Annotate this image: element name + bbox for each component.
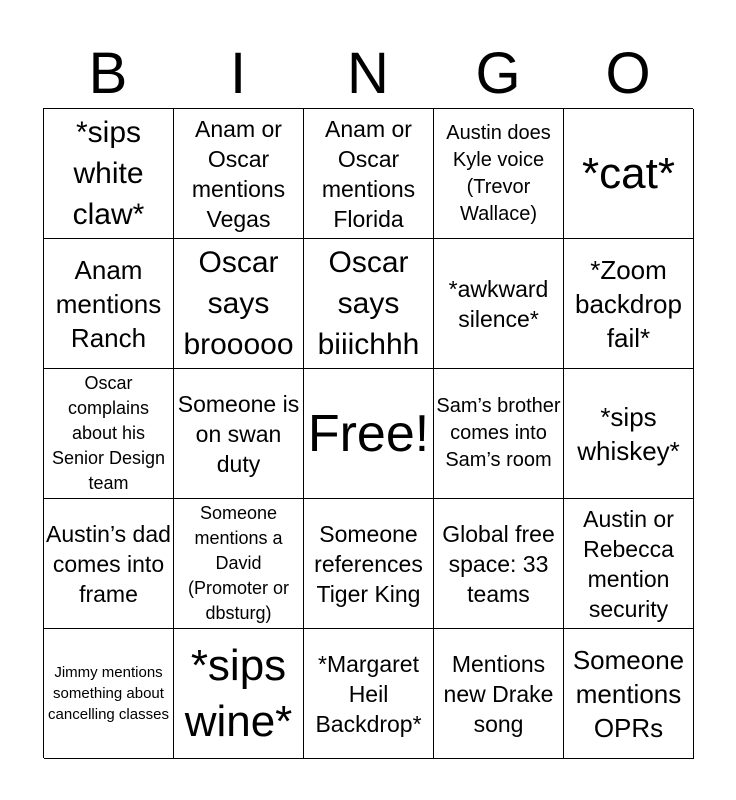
bingo-cell[interactable] — [434, 499, 564, 629]
cell-text: Mentions new Drake song — [443, 650, 554, 737]
header-letter-b: B — [88, 41, 128, 106]
cell-text: *awkward silence* — [448, 275, 549, 332]
bingo-cell[interactable] — [174, 369, 304, 499]
cell-text: *Zoom backdrop fail* — [575, 254, 682, 353]
bingo-cell[interactable] — [44, 369, 174, 499]
bingo-cell[interactable] — [44, 629, 174, 759]
cell-text: Anam or Oscar mentions Vegas — [191, 115, 286, 232]
header-letter-o: O — [605, 41, 651, 106]
cell-text: *sips whiskey* — [577, 401, 680, 466]
header-letter-g: G — [475, 41, 521, 106]
cell-text: Austin does Kyle voice (Trevor Wallace) — [446, 121, 551, 225]
bingo-cell[interactable] — [434, 239, 564, 369]
free-space-cell[interactable] — [304, 369, 434, 499]
bingo-cell[interactable] — [434, 109, 564, 239]
bingo-cell[interactable] — [304, 629, 434, 759]
header-letter-i: I — [229, 41, 247, 106]
cell-text: Global free space: 33 teams — [442, 520, 555, 607]
bingo-cell[interactable] — [44, 109, 174, 239]
bingo-cell[interactable] — [44, 499, 174, 629]
cell-text: Someone mentions a David (Promoter or dbsturg) — [187, 503, 290, 623]
bingo-grid — [43, 108, 693, 758]
cell-text: Anam or Oscar mentions Florida — [321, 115, 416, 232]
bingo-header — [43, 40, 693, 108]
cell-text: Austin or Rebecca mention security — [583, 505, 674, 622]
bingo-cell[interactable] — [304, 109, 434, 239]
bingo-cell[interactable] — [434, 369, 564, 499]
cell-text: *sips wine* — [184, 640, 293, 746]
bingo-cell[interactable] — [174, 239, 304, 369]
bingo-cell[interactable] — [174, 629, 304, 759]
cell-text: Someone is on swan duty — [177, 390, 300, 477]
cell-text: Oscar says biiichhh — [317, 246, 420, 361]
bingo-cell[interactable] — [304, 239, 434, 369]
cell-text: Oscar says brooooo — [183, 246, 294, 361]
bingo-cell[interactable] — [304, 499, 434, 629]
free-space-text: Free! — [307, 404, 430, 463]
cell-text: *cat* — [582, 148, 675, 198]
bingo-cell[interactable] — [174, 499, 304, 629]
cell-text: Sam’s brother comes into Sam’s room — [436, 395, 561, 471]
header-letter-n: N — [347, 41, 389, 106]
cell-text: Jimmy mentions something about cancelling classes — [48, 664, 169, 723]
bingo-cell[interactable] — [174, 109, 304, 239]
bingo-cell[interactable] — [564, 499, 694, 629]
bingo-cell[interactable] — [44, 239, 174, 369]
bingo-cell[interactable] — [564, 109, 694, 239]
bingo-cell[interactable] — [564, 629, 694, 759]
cell-text: Anam mentions Ranch — [55, 254, 162, 353]
cell-text: Someone references Tiger King — [314, 520, 423, 607]
cell-text: *sips white claw* — [72, 116, 145, 231]
cell-text: *Margaret Heil Backdrop* — [315, 650, 422, 737]
cell-text: Austin’s dad comes into frame — [46, 520, 171, 607]
cell-text: Someone mentions OPRs — [572, 644, 685, 743]
bingo-cell[interactable] — [564, 369, 694, 499]
cell-text: Oscar complains about his Senior Design team — [51, 373, 166, 493]
bingo-cell[interactable] — [434, 629, 564, 759]
bingo-cell[interactable] — [564, 239, 694, 369]
